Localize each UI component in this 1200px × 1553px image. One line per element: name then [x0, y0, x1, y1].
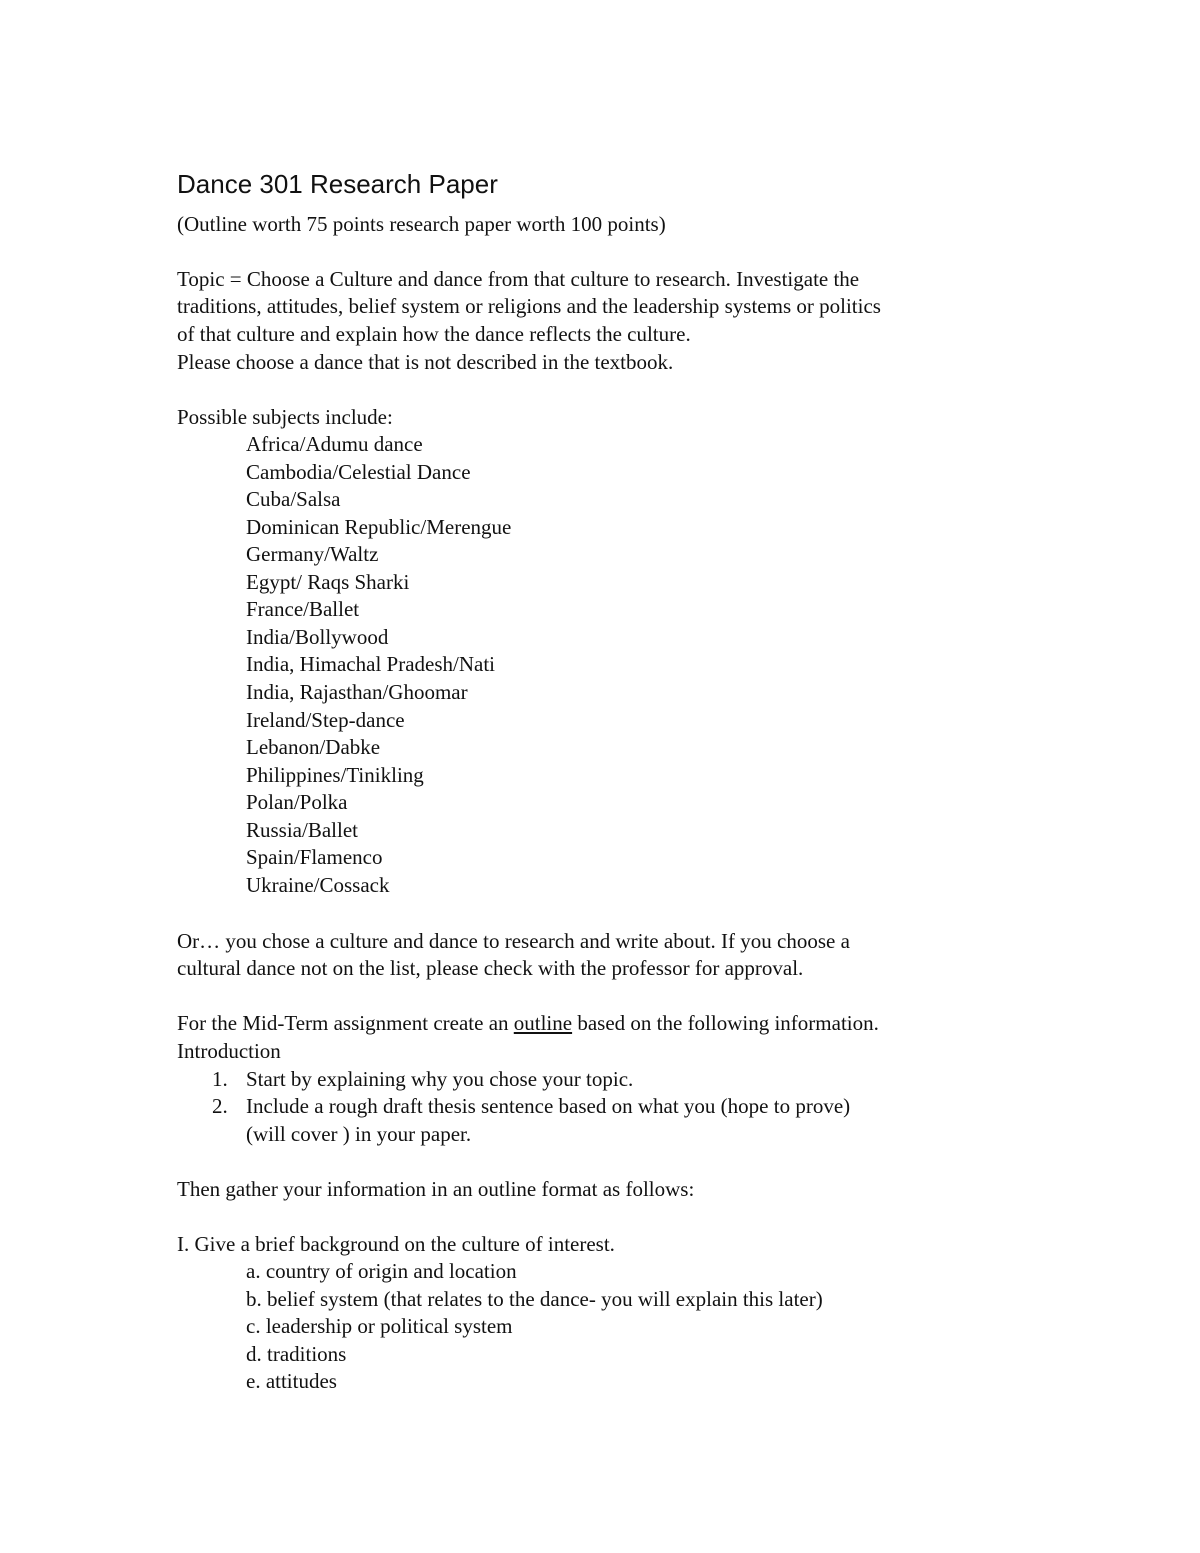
introduction-heading: Introduction	[177, 1039, 281, 1063]
subjects-heading: Possible subjects include:	[177, 405, 393, 429]
section-one-item: b. belief system (that relates to the dance- you will explain this later)	[246, 1287, 823, 1311]
topic-line: Topic = Choose a Culture and dance from that culture to research. Investigate the	[177, 267, 860, 291]
section-one-item: d. traditions	[246, 1342, 347, 1366]
intro-item-text: Start by explaining why you chose your topic.	[246, 1067, 634, 1091]
topic-line: Please choose a dance that is not described in the textbook.	[177, 350, 674, 374]
section-one-item: e. attitudes	[246, 1369, 337, 1393]
midterm-instruction	[177, 1009, 879, 1037]
subject-item: Dominican Republic/Merengue	[246, 515, 512, 539]
midterm-suffix: based on the following information.	[572, 1011, 879, 1035]
or-line: Or… you chose a culture and dance to research and write about. If you choose a	[177, 929, 850, 953]
subject-item: Lebanon/Dabke	[246, 735, 381, 759]
subject-item: Ireland/Step-dance	[246, 708, 405, 732]
topic-line: traditions, attitudes, belief system or religions and the leadership systems or politics	[177, 294, 881, 318]
subject-item: Cuba/Salsa	[246, 487, 341, 511]
subject-item: India, Rajasthan/Ghoomar	[246, 680, 468, 704]
or-line: cultural dance not on the list, please check with the professor for approval.	[177, 956, 804, 980]
topic-line: of that culture and explain how the dance reflects the culture.	[177, 322, 691, 346]
subject-item: India/Bollywood	[246, 625, 389, 649]
subject-item: Polan/Polka	[246, 790, 348, 814]
subject-item: Egypt/ Raqs Sharki	[246, 570, 410, 594]
intro-item-number: 2.	[212, 1094, 228, 1118]
intro-item-number: 1.	[212, 1067, 228, 1091]
subject-item: Spain/Flamenco	[246, 845, 383, 869]
intro-item-continuation: (will cover ) in your paper.	[246, 1122, 472, 1146]
subject-item: Philippines/Tinikling	[246, 763, 424, 787]
section-one-item: c. leadership or political system	[246, 1314, 513, 1338]
subject-item: Russia/Ballet	[246, 818, 358, 842]
document-title: Dance 301 Research Paper	[177, 169, 498, 199]
subject-item: Ukraine/Cossack	[246, 873, 390, 897]
then-line: Then gather your information in an outline format as follows:	[177, 1177, 695, 1201]
document-subtitle: (Outline worth 75 points research paper worth 100 points)	[177, 212, 666, 236]
intro-item-text: Include a rough draft thesis sentence based on what you (hope to prove)	[246, 1094, 851, 1118]
midterm-prefix: For the Mid-Term assignment create an	[177, 1011, 514, 1035]
subject-item: Africa/Adumu dance	[246, 432, 423, 456]
section-one-heading: I. Give a brief background on the culture of interest.	[177, 1232, 615, 1256]
midterm-outline-word: outline	[513, 1011, 573, 1035]
subject-item: Germany/Waltz	[246, 542, 379, 566]
subject-item: France/Ballet	[246, 597, 360, 621]
subject-item: Cambodia/Celestial Dance	[246, 460, 471, 484]
subject-item: India, Himachal Pradesh/Nati	[246, 652, 496, 676]
section-one-item: a. country of origin and location	[246, 1259, 517, 1283]
